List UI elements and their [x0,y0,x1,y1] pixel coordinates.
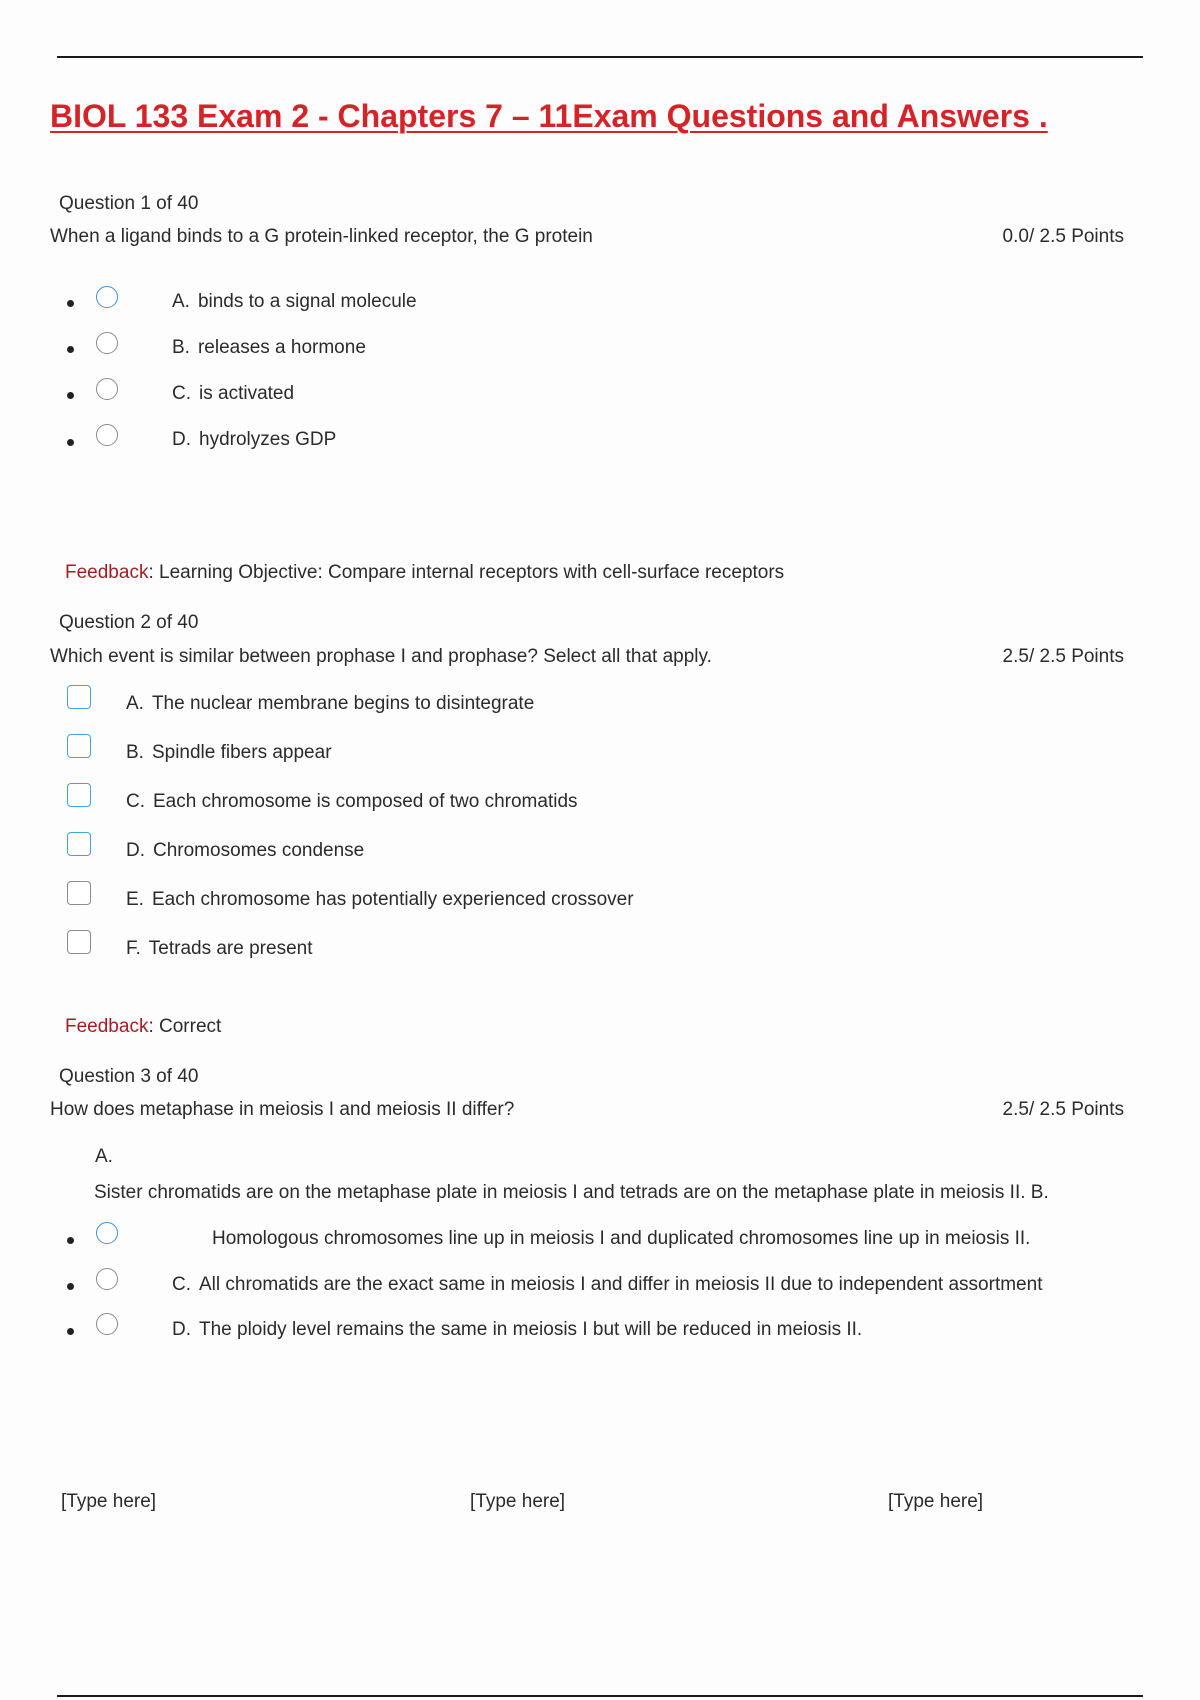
q3-option-a-text: Sister chromatids are on the metaphase plate in meiosis I and tetrads are on the metaphase plate in meiosis II. B. [94,1182,1049,1203]
bullet-icon [67,392,74,399]
bullet-icon [67,1328,74,1335]
q2-option-a: A. The nuclear membrane begins to disintegrate [126,693,535,714]
q1-option-b-radio[interactable] [96,332,118,354]
q3-option-c: C. All chromatids are the exact same in meiosis I and differ in meiosis II due to independent assortment [172,1274,1043,1295]
q2-option-c-checkbox[interactable] [67,783,91,807]
q1-option-c: C. is activated [172,383,295,404]
q2-option-b: B. Spindle fibers appear [126,742,332,763]
bottom-rule [57,1695,1143,1697]
question-2-feedback: Feedback: Correct [65,1016,222,1037]
footer-center: [Type here] [470,1491,566,1512]
q2-option-b-checkbox[interactable] [67,734,91,758]
q3-option-b: Homologous chromosomes line up in meiosis I and duplicated chromosomes line up in meiosis II. [212,1228,1031,1249]
question-3-number: Question 3 of 40 [59,1066,199,1087]
footer-right: [Type here] [888,1491,984,1512]
bullet-icon [67,1237,74,1244]
q3-option-d-radio[interactable] [96,1313,118,1335]
q1-option-d-radio[interactable] [96,424,118,446]
q2-option-d-checkbox[interactable] [67,832,91,856]
page-title: BIOL 133 Exam 2 - Chapters 7 – 11Exam Questions and Answers . [50,98,1048,134]
question-1-text: When a ligand binds to a G protein-linked receptor, the G protein [50,226,593,247]
q3-option-c-radio[interactable] [96,1268,118,1290]
footer-left: [Type here] [61,1491,157,1512]
q3-option-d: D. The ploidy level remains the same in meiosis I but will be reduced in meiosis II. [172,1319,863,1340]
q2-option-f: F. Tetrads are present [126,938,313,959]
q1-option-b: B. releases a hormone [172,337,366,358]
question-2-points: 2.5/ 2.5 Points [1002,646,1124,667]
bullet-icon [67,346,74,353]
question-3-text: How does metaphase in meiosis I and meiosis II differ? [50,1099,515,1120]
top-rule [57,56,1143,58]
question-1-points: 0.0/ 2.5 Points [1002,226,1124,247]
question-2-text: Which event is similar between prophase I and prophase? Select all that apply. [50,646,712,667]
q1-option-c-radio[interactable] [96,378,118,400]
q3-option-a-letter: A. [95,1146,113,1167]
q2-option-f-checkbox[interactable] [67,930,91,954]
q2-option-a-checkbox[interactable] [67,685,91,709]
bullet-icon [67,439,74,446]
feedback-label: Feedback [65,1016,149,1037]
question-2-number: Question 2 of 40 [59,612,199,633]
bullet-icon [67,300,74,307]
q1-option-a-radio[interactable] [96,286,118,308]
question-1-feedback: Feedback: Learning Objective: Compare internal receptors with cell-surface receptors [65,562,785,583]
q2-option-e: E. Each chromosome has potentially experienced crossover [126,889,634,910]
feedback-label: Feedback [65,562,149,583]
q1-option-d: D. hydrolyzes GDP [172,429,337,450]
q2-option-c: C. Each chromosome is composed of two chromatids [126,791,578,812]
q2-option-e-checkbox[interactable] [67,881,91,905]
q2-option-d: D. Chromosomes condense [126,840,365,861]
bullet-icon [67,1283,74,1290]
q1-option-a: A. binds to a signal molecule [172,291,417,312]
question-1-number: Question 1 of 40 [59,193,199,214]
question-3-points: 2.5/ 2.5 Points [1002,1099,1124,1120]
q3-option-b-radio[interactable] [96,1222,118,1244]
